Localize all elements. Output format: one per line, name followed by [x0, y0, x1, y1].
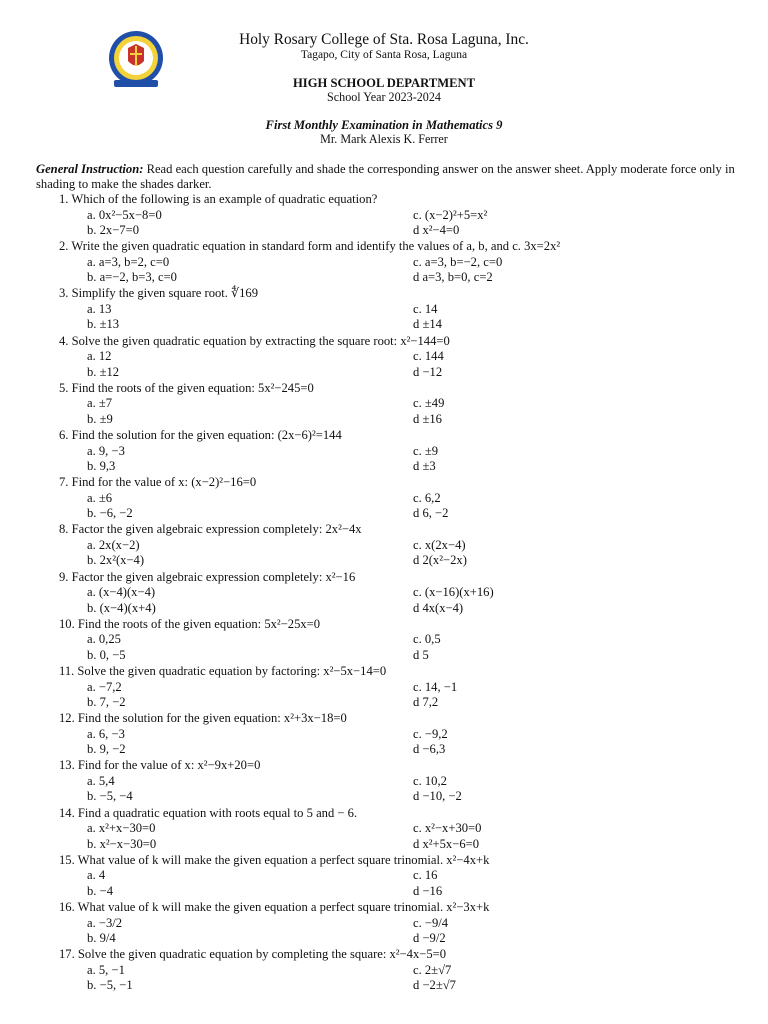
question-6-option-b: b. 9,3: [87, 459, 116, 473]
question-15-option-d: d −16: [413, 883, 443, 898]
question-6-option-a: a. 9, −3: [87, 443, 125, 458]
question-12-option-b: b. 9, −2: [87, 742, 126, 757]
question-10-option-b: b. 0, −5: [87, 647, 126, 662]
instruction-label: General Instruction:: [36, 162, 144, 176]
question-13-option-a: a. 5,4: [87, 773, 115, 788]
instruction-text: Read each question carefully and shade the corresponding answer on the answer sheet. Apply moderate force only in shading to make the shades darker.: [36, 162, 735, 191]
question-17-option-c: c. 2±√7: [413, 962, 452, 977]
question-1-option-b: b. 2x−7=0: [87, 223, 139, 237]
question-4-option-b: b. ±12: [87, 364, 120, 379]
question-2-option-b: b. a=−2, b=3, c=0: [87, 270, 177, 285]
question-17-option-d: d −2±√7: [413, 978, 456, 993]
question-14: 14. Find a quadratic equation with roots equal to 5 and − 6.: [59, 805, 358, 820]
question-1-option-d: d x²−4=0: [413, 223, 460, 237]
question-9-option-a: a. (x−4)(x−4): [87, 585, 156, 600]
question-17-option-b: b. −5, −1: [87, 978, 133, 993]
question-16-option-a: a. −3/2: [87, 915, 123, 930]
question-10-option-a: a. 0,25: [87, 632, 121, 647]
question-14-option-d: d x²+5x−6=0: [413, 836, 480, 851]
question-7-option-b: b. −6, −2: [87, 506, 133, 521]
question-3-option-c: c. 14: [413, 301, 438, 316]
question-1: 1. Which of the following is an example of quadratic equation?: [59, 192, 378, 206]
question-15-option-a: a. 4: [87, 868, 106, 883]
question-17: 17. Solve the given quadratic equation by completing the square: x²−4x−5=0: [59, 947, 447, 962]
question-8-option-b: b. 2x²(x−4): [87, 553, 145, 568]
question-14-option-a: a. x²+x−30=0: [87, 821, 156, 836]
question-12-option-d: d −6,3: [413, 742, 446, 757]
question-11: 11. Solve the given quadratic equation by factoring: x²−5x−14=0: [59, 664, 387, 678]
question-14-option-c: c. x²−x+30=0: [413, 821, 482, 836]
question-7-option-c: c. 6,2: [413, 490, 441, 505]
question-9-option-b: b. (x−4)(x+4): [87, 600, 156, 615]
question-5-option-a: a. ±7: [87, 396, 113, 411]
question-3: 3. Simplify the given square root. ∜169: [59, 286, 259, 301]
question-12: 12. Find the solution for the given equation: x²+3x−18=0: [59, 711, 347, 726]
question-11-option-d: d 7,2: [413, 695, 439, 709]
school-year: School Year 2023-2024: [327, 90, 441, 104]
question-8-option-a: a. 2x(x−2): [87, 537, 140, 552]
general-instruction: [36, 162, 736, 192]
question-8-option-c: c. x(2x−4): [413, 537, 466, 552]
question-13-option-c: c. 10,2: [413, 773, 447, 788]
question-9-option-d: d 4x(x−4): [413, 600, 464, 615]
question-2-option-a: a. a=3, b=2, c=0: [87, 254, 170, 269]
question-15: 15. What value of k will make the given equation a perfect square trinomial. x²−4x+k: [59, 852, 490, 867]
question-7-option-d: d 6, −2: [413, 506, 449, 521]
question-13-option-b: b. −5, −4: [87, 789, 133, 804]
question-13: 13. Find for the value of x: x²−9x+20=0: [59, 758, 261, 773]
question-15-option-c: c. 16: [413, 868, 438, 883]
question-7: 7. Find for the value of x: (x−2)²−16=0: [59, 475, 257, 490]
question-11-option-b: b. 7, −2: [87, 695, 126, 709]
question-1-option-a: a. 0x²−5x−8=0: [87, 207, 162, 222]
question-4-option-a: a. 12: [87, 349, 112, 364]
question-7-option-a: a. ±6: [87, 490, 113, 505]
question-6: 6. Find the solution for the given equation: (2x−6)²=144: [59, 428, 342, 442]
question-3-option-a: a. 13: [87, 301, 112, 316]
question-15-option-b: b. −4: [87, 883, 113, 898]
question-5-option-b: b. ±9: [87, 411, 113, 426]
question-10-option-d: d 5: [413, 647, 429, 662]
question-3-option-b: b. ±13: [87, 317, 120, 332]
question-4-option-d: d −12: [413, 364, 443, 379]
question-8: 8. Factor the given algebraic expression completely: 2x²−4x: [59, 522, 362, 537]
department-title: HIGH SCHOOL DEPARTMENT: [293, 76, 475, 90]
question-16-option-d: d −9/2: [413, 931, 446, 945]
question-10: 10. Find the roots of the given equation: 5x²−25x=0: [59, 616, 321, 631]
question-5-option-c: c. ±49: [413, 396, 445, 411]
question-16-option-b: b. 9/4: [87, 931, 116, 945]
question-11-option-c: c. 14, −1: [413, 679, 458, 694]
question-11-option-a: a. −7,2: [87, 679, 122, 694]
question-1-option-c: c. (x−2)²+5=x²: [413, 207, 488, 222]
exam-title: First Monthly Examination in Mathematics 9: [265, 118, 503, 132]
question-10-option-c: c. 0,5: [413, 632, 441, 647]
question-2-option-d: d a=3, b=0, c=2: [413, 270, 493, 285]
question-17-option-a: a. 5, −1: [87, 962, 125, 977]
question-13-option-d: d −10, −2: [413, 789, 462, 804]
question-16: 16. What value of k will make the given equation a perfect square trinomial. x²−3x+k: [59, 900, 490, 914]
school-address: Tagapo, City of Santa Rosa, Laguna: [300, 49, 468, 61]
question-3-option-d: d ±14: [413, 317, 442, 332]
question-2-option-c: c. a=3, b=−2, c=0: [413, 254, 503, 269]
question-4: 4. Solve the given quadratic equation by extracting the square root: x²−144=0: [59, 333, 450, 348]
question-8-option-d: d 2(x²−2x): [413, 553, 467, 568]
question-5-option-d: d ±16: [413, 411, 442, 426]
question-5: 5. Find the roots of the given equation: 5x²−245=0: [59, 380, 314, 395]
question-6-option-c: c. ±9: [413, 443, 439, 458]
school-name: Holy Rosary College of Sta. Rosa Laguna, Inc.: [239, 31, 529, 48]
question-4-option-c: c. 144: [413, 349, 444, 364]
teacher-name: Mr. Mark Alexis K. Ferrer: [320, 132, 448, 146]
question-14-option-b: b. x²−x−30=0: [87, 836, 157, 851]
question-16-option-c: c. −9/4: [413, 915, 449, 930]
question-9-option-c: c. (x−16)(x+16): [413, 585, 494, 600]
question-6-option-d: d ±3: [413, 459, 436, 473]
question-12-option-c: c. −9,2: [413, 726, 448, 741]
question-9: 9. Factor the given algebraic expression completely: x²−16: [59, 569, 356, 584]
question-12-option-a: a. 6, −3: [87, 726, 125, 741]
question-2: 2. Write the given quadratic equation in standard form and identify the values of a, b, and c. 3x=2x²: [59, 239, 561, 254]
